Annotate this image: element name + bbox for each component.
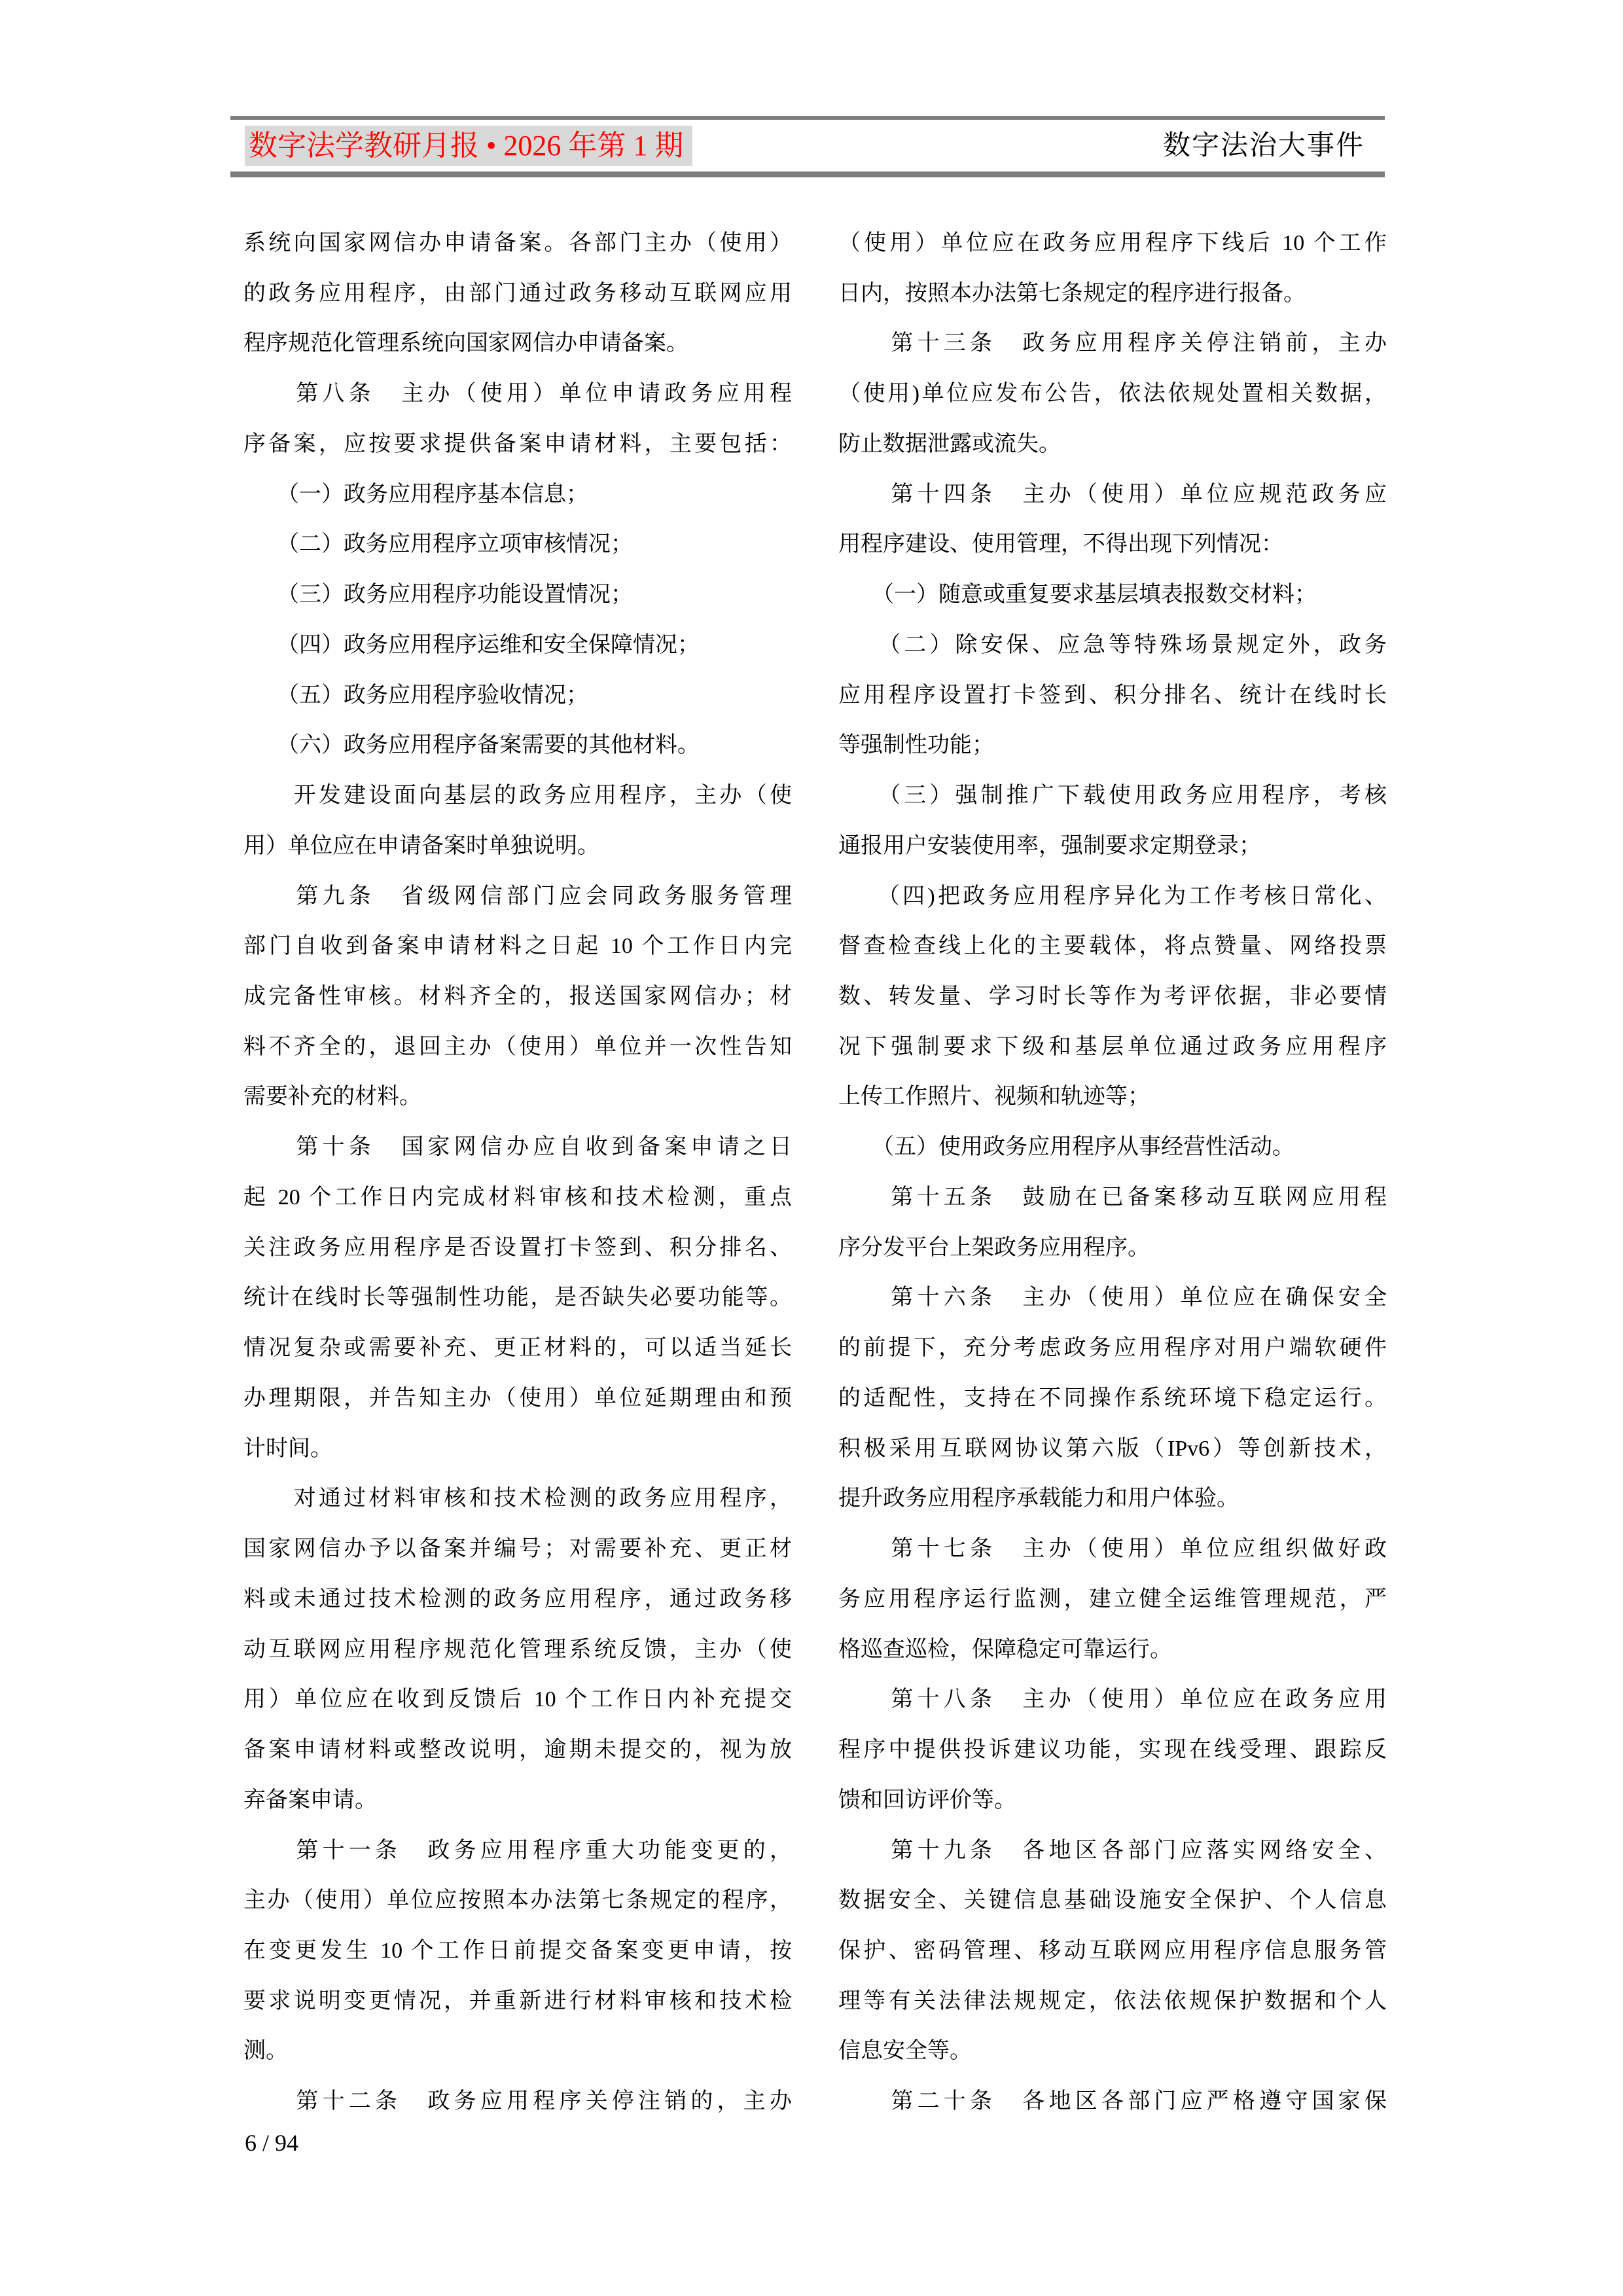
- text-line: （一）随意或重复要求基层填表报数交材料；: [838, 583, 1317, 607]
- text-line: 料或未通过技术检测的政务应用程序，通过政务移: [243, 1587, 792, 1611]
- text-line: 第八条 主办（使用）单位申请政务应用程: [243, 382, 792, 406]
- text-line: 第十八条 主办（使用）单位应在政务应用: [838, 1687, 1387, 1712]
- left-text-column: [243, 219, 792, 2127]
- text-line: 数据安全、关键信息基础设施安全保护、个人信息: [838, 1888, 1387, 1913]
- text-line: 第九条 省级网信部门应会同政务服务管理: [243, 884, 792, 908]
- text-line: 第十一条 政务应用程序重大功能变更的，: [243, 1838, 792, 1863]
- text-line: 第十三条 政务应用程序关停注销前，主办: [838, 331, 1387, 356]
- text-line: 序分发平台上架政务应用程序。: [838, 1235, 1150, 1260]
- text-line: 关注政务应用程序是否设置打卡签到、积分排名、: [243, 1235, 792, 1260]
- text-line: 信息安全等。: [838, 2039, 972, 2064]
- text-line: 用）单位应在申请备案时单独说明。: [243, 833, 599, 858]
- header-bottom-rule: [230, 171, 1385, 177]
- text-line: （四)把政务应用程序异化为工作考核日常化、: [838, 884, 1387, 908]
- text-line: 国家网信办予以备案并编号；对需要补充、更正材: [243, 1537, 792, 1562]
- text-line: 提升政务应用程序承载能力和用户体验。: [838, 1486, 1239, 1511]
- text-line: 督查检查线上化的主要载体，将点赞量、网络投票: [838, 934, 1387, 959]
- header-top-rule: [230, 116, 1385, 120]
- text-line: 的政务应用程序，由部门通过政务移动互联网应用: [243, 281, 792, 306]
- text-line: 的前提下，充分考虑政务应用程序对用户端软硬件: [838, 1336, 1387, 1361]
- text-line: 动互联网应用程序规范化管理系统反馈，主办（使: [243, 1637, 792, 1662]
- text-line: 起 20 个工作日内完成材料审核和技术检测，重点: [243, 1185, 792, 1210]
- text-line: 第十条 国家网信办应自收到备案申请之日: [243, 1135, 792, 1160]
- text-line: 开发建设面向基层的政务应用程序，主办（使: [243, 783, 792, 808]
- text-line: 第十六条 主办（使用）单位应在确保安全: [838, 1285, 1387, 1310]
- text-line: 况下强制要求下级和基层单位通过政务应用程序: [838, 1034, 1387, 1059]
- text-line: 的适配性，支持在不同操作系统环境下稳定运行。: [838, 1386, 1387, 1410]
- text-line: 部门自收到备案申请材料之日起 10 个工作日内完: [243, 934, 792, 959]
- text-line: 用程序建设、使用管理，不得出现下列情况：: [838, 532, 1283, 557]
- text-line: 通报用户安装使用率，强制要求定期登录；: [838, 833, 1261, 858]
- text-line: 第十七条 主办（使用）单位应组织做好政: [838, 1537, 1387, 1562]
- text-line: 要求说明变更情况，并重新进行材料审核和技术检: [243, 1988, 792, 2013]
- text-line: 弃备案申请。: [243, 1787, 377, 1812]
- text-line: 统计在线时长等强制性功能，是否缺失必要功能等。: [243, 1285, 792, 1310]
- right-text-column: [838, 219, 1387, 2127]
- text-line: （六）政务应用程序备案需要的其他材料。: [243, 733, 700, 758]
- text-line: （三）政务应用程序功能设置情况；: [243, 583, 633, 607]
- text-line: （四）政务应用程序运维和安全保障情况；: [243, 632, 700, 657]
- text-line: 理等有关法律法规规定，依法依规保护数据和个人: [838, 1988, 1387, 2013]
- text-line: 保护、密码管理、移动互联网应用程序信息服务管: [838, 1938, 1387, 1963]
- text-line: 务应用程序运行监测，建立健全运维管理规范，严: [838, 1587, 1387, 1611]
- section-title: 数字法治大事件: [1163, 131, 1365, 161]
- text-line: 馈和回访评价等。: [838, 1787, 1016, 1812]
- text-line: 积极采用互联网协议第六版（IPv6）等创新技术，: [838, 1436, 1387, 1461]
- text-line: （一）政务应用程序基本信息；: [243, 482, 588, 507]
- text-line: （三）强制推广下载使用政务应用程序，考核: [838, 783, 1387, 808]
- text-line: 成完备性审核。材料齐全的，报送国家网信办；材: [243, 984, 792, 1009]
- text-line: （使用)单位应发布公告，依法依规处置相关数据，: [838, 382, 1387, 406]
- text-line: 日内，按照本办法第七条规定的程序进行报备。: [838, 281, 1306, 306]
- text-line: （五）使用政务应用程序从事经营性活动。: [838, 1135, 1294, 1160]
- text-line: 料不齐全的，退回主办（使用）单位并一次性告知: [243, 1034, 792, 1059]
- text-line: （二）除安保、应急等特殊场景规定外，政务: [838, 632, 1387, 657]
- text-line: 应用程序设置打卡签到、积分排名、统计在线时长: [838, 683, 1387, 708]
- text-line: 办理期限，并告知主办（使用）单位延期理由和预: [243, 1386, 792, 1410]
- text-line: 等强制性功能；: [838, 733, 994, 758]
- text-line: 上传工作照片、视频和轨迹等；: [838, 1085, 1150, 1109]
- text-line: 第十五条 鼓励在已备案移动互联网应用程: [838, 1185, 1387, 1210]
- journal-title: 数字法学教研月报 • 2026 年第 1 期: [245, 126, 692, 166]
- text-line: （二）政务应用程序立项审核情况；: [243, 532, 633, 557]
- text-line: 需要补充的材料。: [243, 1085, 421, 1109]
- text-line: 测。: [243, 2039, 288, 2064]
- text-line: （五）政务应用程序验收情况；: [243, 683, 588, 708]
- text-line: 第二十条 各地区各部门应严格遵守国家保: [838, 2089, 1387, 2114]
- text-line: 备案申请材料或整改说明，逾期未提交的，视为放: [243, 1738, 792, 1763]
- text-line: 序备案，应按要求提供备案申请材料，主要包括：: [243, 431, 792, 456]
- text-line: 数、转发量、学习时长等作为考评依据，非必要情: [838, 984, 1387, 1009]
- text-line: 第十二条 政务应用程序关停注销的，主办: [243, 2089, 792, 2114]
- text-line: 系统向国家网信办申请备案。各部门主办（使用）: [243, 231, 792, 255]
- text-line: 防止数据泄露或流失。: [838, 431, 1061, 456]
- text-line: （使用）单位应在政务应用程序下线后 10 个工作: [838, 231, 1387, 255]
- text-line: 程序规范化管理系统向国家网信办申请备案。: [243, 331, 688, 356]
- text-line: 对通过材料审核和技术检测的政务应用程序，: [243, 1486, 792, 1511]
- text-line: 主办（使用）单位应按照本办法第七条规定的程序，: [243, 1888, 792, 1913]
- text-line: 第十四条 主办（使用）单位应规范政务应: [838, 482, 1387, 507]
- text-line: 情况复杂或需要补充、更正材料的，可以适当延长: [243, 1336, 792, 1361]
- text-line: 程序中提供投诉建议功能，实现在线受理、跟踪反: [838, 1738, 1387, 1763]
- text-line: 在变更发生 10 个工作日前提交备案变更申请，按: [243, 1938, 792, 1963]
- text-line: 计时间。: [243, 1436, 332, 1461]
- text-line: 用）单位应在收到反馈后 10 个工作日内补充提交: [243, 1687, 792, 1712]
- text-line: 格巡查巡检，保障稳定可靠运行。: [838, 1637, 1172, 1662]
- page-number: 6 / 94: [245, 2130, 299, 2156]
- text-line: 第十九条 各地区各部门应落实网络安全、: [838, 1838, 1387, 1863]
